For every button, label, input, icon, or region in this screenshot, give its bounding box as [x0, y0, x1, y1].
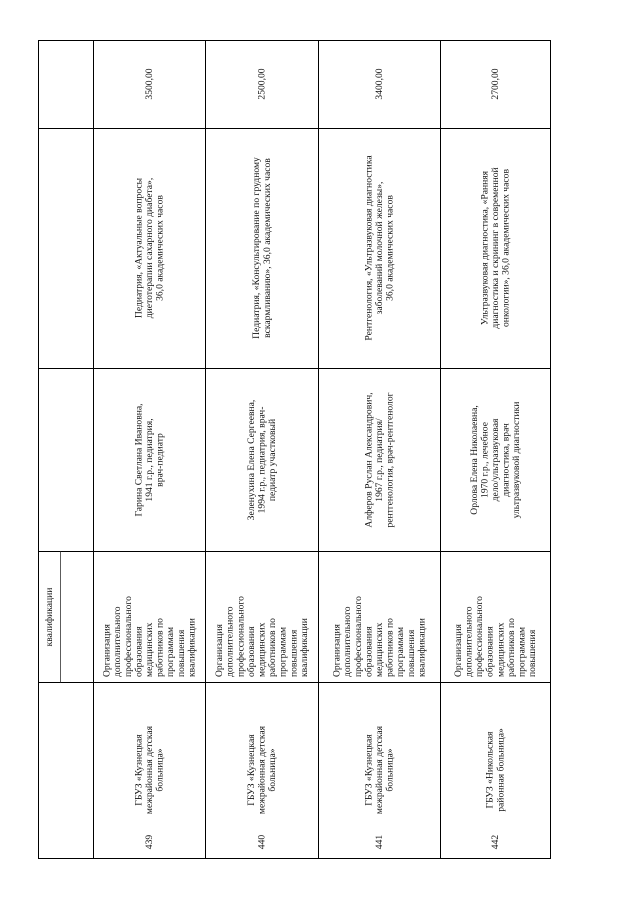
program-type-cell: повышения — [527, 629, 539, 677]
table-row — [453, 68, 538, 849]
program-type-cell: квалификации — [186, 618, 198, 677]
program-type-cell: квалификации — [416, 618, 428, 677]
person-cell: рентгенология, врач-рентгенолог — [384, 392, 396, 528]
organization-cell: межрайонная детская — [374, 725, 385, 815]
program-type-cell: Организация — [214, 624, 226, 677]
course-cell: Педиатрия, «Консультирование по грудному — [251, 157, 263, 339]
program-type-cell: профессионального — [235, 596, 247, 677]
person-cell: 1967 г.р., педиатрия/ — [374, 418, 385, 502]
header-text: квалификации — [44, 587, 55, 647]
program-type-cell: Организация — [331, 624, 343, 677]
program-type-cell: работников по — [154, 618, 166, 677]
organization-cell: межрайонная детская — [256, 725, 268, 815]
program-type-cell: программам — [277, 626, 289, 677]
program-type-cell: работников по — [267, 618, 279, 677]
person-cell: ультразвуковой диагностики — [511, 401, 523, 519]
organization-cell: ГБУЗ «Кузнецкая — [245, 734, 257, 806]
person-cell: врач-педиатр — [154, 433, 166, 487]
program-type-cell: повышения — [175, 629, 187, 677]
program-type-cell: образования — [245, 626, 257, 677]
course-cell: заболеваний молочной железы», — [374, 181, 385, 315]
program-type-cell: медицинских — [256, 622, 268, 677]
program-type-cell: программам — [395, 626, 407, 677]
organization-cell: ГБУЗ «Кузнецкая — [133, 734, 145, 806]
program-type-cell: Организация — [101, 624, 113, 677]
program-type-cell: образования — [133, 626, 145, 677]
organization-cell: больница» — [154, 748, 166, 792]
course-cell: онкологии», 36,0 академических часов — [500, 169, 512, 327]
person-cell: Алферов Руслан Александрович, — [363, 392, 375, 528]
person-cell: Зеленухина Елена Сергеевна, — [245, 399, 257, 521]
row-number: 442 — [490, 834, 501, 850]
price-cell: 2700,00 — [490, 68, 501, 100]
program-type-cell: дополнительного — [224, 606, 236, 677]
course-cell: вскармливанию», 36,0 академических часов — [261, 158, 273, 338]
price-cell: 3400,00 — [374, 68, 385, 100]
organization-cell: больница» — [267, 748, 279, 792]
program-type-cell: работников по — [505, 618, 517, 677]
program-type-cell: работников по — [384, 618, 396, 677]
row-number: 440 — [256, 834, 268, 850]
organization-cell: ГБУЗ «Кузнецкая — [363, 734, 375, 806]
program-type-cell: повышения — [288, 629, 300, 677]
program-type-cell: профессионального — [352, 596, 364, 677]
program-type-cell: квалификации — [298, 618, 310, 677]
course-cell: 36,0 академических часов — [384, 195, 396, 301]
price-cell: 2500,00 — [256, 68, 268, 100]
course-cell: диагностика и скрининг в современной — [490, 167, 501, 329]
course-cell: Рентгенология, «Ультразвуковая диагностика — [363, 155, 375, 341]
table-header-cell — [44, 588, 55, 647]
course-cell: Ультразвуковая диагностика, «Ранняя — [479, 170, 491, 326]
course-cell: Педиатрия, «Актуальные вопросы — [133, 177, 145, 319]
organization-cell: межрайонная детская — [144, 725, 155, 815]
program-type-cell: медицинских — [144, 622, 155, 677]
person-cell: педиатр участковый — [267, 418, 279, 502]
organization-cell: районная больница» — [495, 728, 507, 812]
person-cell: диагностика, врач — [500, 423, 512, 497]
table-row — [102, 68, 198, 849]
row-number: 441 — [374, 834, 385, 850]
table-row — [214, 68, 310, 849]
price-cell: 3500,00 — [144, 68, 155, 100]
person-cell: 1994 г.р., педиатрия, врач- — [256, 406, 268, 514]
table-body — [102, 68, 538, 849]
program-type-cell: профессионального — [474, 596, 486, 677]
table-row — [332, 68, 428, 849]
program-type-cell: дополнительного — [463, 606, 475, 677]
program-type-cell: Организация — [452, 624, 464, 677]
person-cell: дело/ультразвуковая — [490, 418, 501, 502]
person-cell: 1941 г.р., педиатрия, — [144, 418, 155, 502]
course-cell: 36,0 академических часов — [154, 195, 166, 301]
program-type-cell: профессионального — [122, 596, 134, 677]
program-type-cell: дополнительного — [112, 606, 124, 677]
program-type-cell: программам — [516, 626, 528, 677]
person-cell: Орлова Елена Николаевна, — [468, 405, 480, 515]
person-cell: Гарина Светлана Ивановна, — [133, 403, 145, 517]
organization-cell: ГБУЗ «Никольская — [484, 731, 496, 809]
program-type-cell: образования — [363, 626, 375, 677]
program-type-cell: медицинских — [374, 622, 385, 677]
organization-cell: больница» — [384, 748, 396, 792]
program-type-cell: дополнительного — [342, 606, 354, 677]
person-cell: 1970 г.р., лечебное — [479, 422, 491, 498]
row-number: 439 — [144, 834, 155, 850]
program-type-cell: образования — [484, 626, 496, 677]
program-type-cell: программам — [165, 626, 177, 677]
program-type-cell: повышения — [405, 629, 417, 677]
course-cell: диетотерапии сахарного диабета», — [144, 177, 155, 319]
program-type-cell: медицинских — [495, 622, 507, 677]
